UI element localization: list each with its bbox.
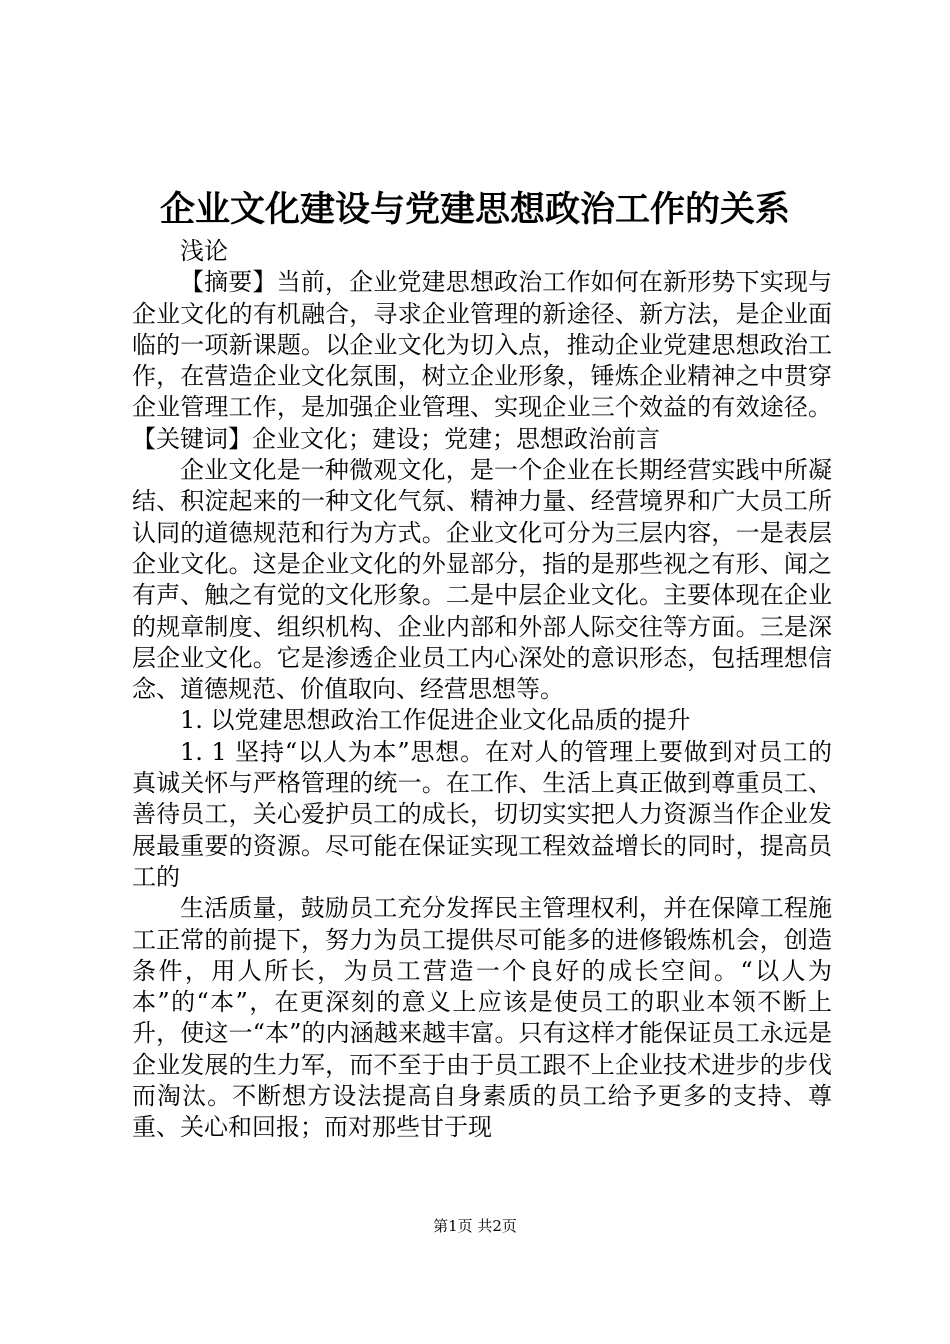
page-footer: 第1页 共2页: [433, 1217, 517, 1235]
paragraph-abstract: 【摘要】当前，企业党建思想政治工作如何在新形势下实现与企业文化的有机融合，寻求企业管理的新途径、新方法，是企业面临的一项新课题。以企业文化为切入点，推动企业党建思想政治工作，在营造企业文化氛围，树立企业形象，锤炼企业精神之中贯穿企业管理工作，是加强企业管理、实现企业三个效益的有效途径。【关键词】企业文化；建设；党建；思想政治前言: [132, 268, 832, 453]
paragraph-subtitle: 浅论: [180, 237, 228, 265]
section-heading-1: 1. 以党建思想政治工作促进企业文化品质的提升: [180, 706, 691, 735]
paragraph-1-1-continued: 生活质量，鼓励员工充分发挥民主管理权利，并在保障工程施工正常的前提下，努力为员工提供尽可能多的进修锻炼机会，创造条件，用人所长，为员工营造一个良好的成长空间。“以人为本”的“本”，在更深刻的意义上应该是使员工的职业本领不断上升，使这一“本”的内涵越来越丰富。只有这样才能保证员工永远是企业发展的生力军，而不至于由于员工跟不上企业技术进步的步伐而淘汰。不断想方设法提高自身素质的员工给予更多的支持、尊重、关心和回报；而对那些甘于现: [132, 894, 832, 1142]
document-title: 企业文化建设与党建思想政治工作的关系: [159, 189, 790, 230]
document-body: [132, 236, 832, 1144]
paragraph-1-1: 1. 1 坚持“以人为本”思想。在对人的管理上要做到对员工的真诚关怀与严格管理的统一。在工作、生活上真正做到尊重员工、善待员工，关心爱护员工的成长，切切实实把人力资源当作企业发展最重要的资源。尽可能在保证实现工程效益增长的同时，提高员工的: [132, 737, 832, 891]
paragraph-intro: 企业文化是一种微观文化，是一个企业在长期经营实践中所凝结、积淀起来的一种文化气氛、精神力量、经营境界和广大员工所认同的道德规范和行为方式。企业文化可分为三层内容，一是表层企业文化。这是企业文化的外显部分，指的是那些视之有形、闻之有声、触之有觉的文化形象。二是中层企业文化。主要体现在企业的规章制度、组织机构、企业内部和外部人际交往等方面。三是深层企业文化。它是渗透企业员工内心深处的意识形态，包括理想信念、道德规范、价值取向、经营思想等。: [132, 456, 832, 704]
